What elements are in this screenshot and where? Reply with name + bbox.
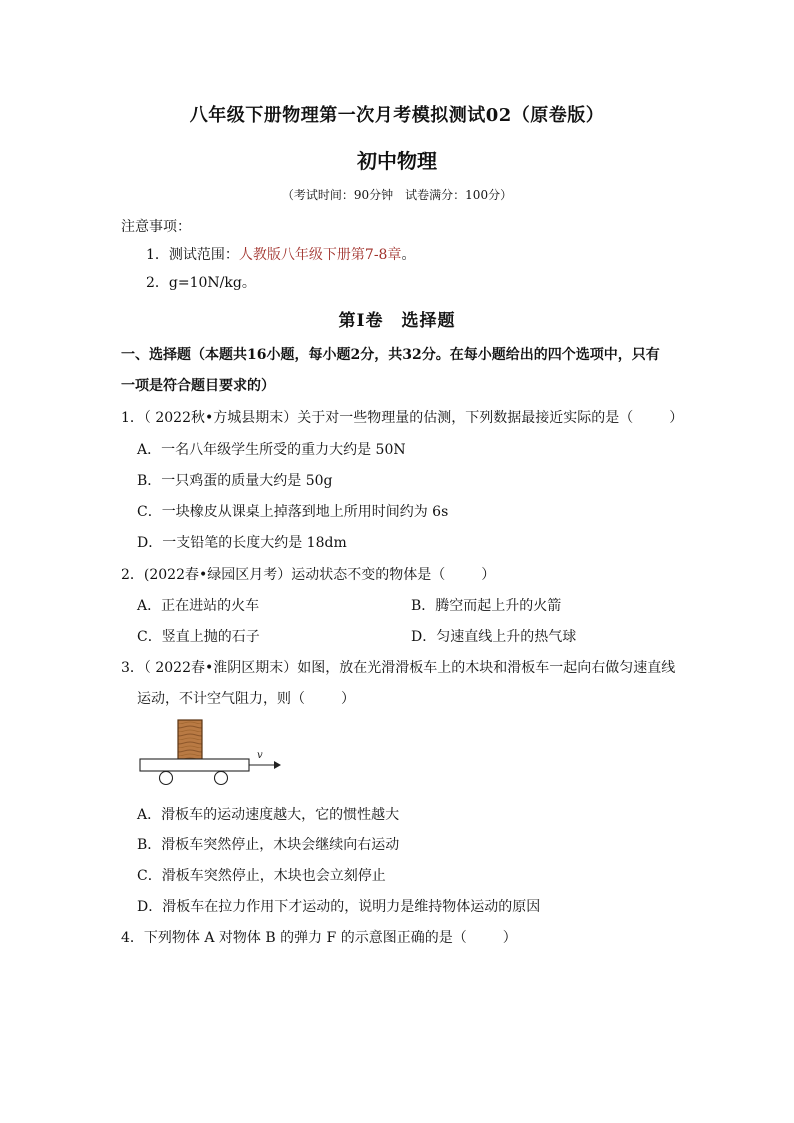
question-3-option-b: B．滑板车突然停止，木块会继续向右运动 [137, 837, 400, 853]
question-4-stem [121, 929, 517, 947]
question-2-stem-text: 2．(2022春•绿园区月考）运动状态不变的物体是（ [121, 567, 446, 583]
skateboard-wheel-left [160, 772, 173, 785]
skateboard-deck [140, 759, 249, 771]
skateboard-figure [136, 716, 286, 788]
question-1-option-a: A．一名八年级学生所受的重力大约是 50N [137, 442, 406, 458]
question-3-option-c: C．滑板车突然停止，木块也会立刻停止 [137, 868, 386, 884]
notes-item-1 [146, 246, 415, 264]
notes-item-2: 2．g=10N/kg。 [146, 275, 256, 291]
notes-item-1-suffix: 。 [401, 247, 416, 263]
velocity-arrowhead [274, 761, 281, 769]
question-3-option-d: D．滑板车在拉力作用下才运动的，说明力是维持物体运动的原因 [137, 899, 541, 915]
notes-heading: 注意事项： [121, 219, 191, 235]
question-2-option-d: D．匀速直线上升的热气球 [411, 629, 577, 645]
velocity-label: v [257, 750, 263, 761]
question-1-option-d: D．一支铅笔的长度大约是 18dm [137, 535, 347, 551]
question-1-option-b: B．一只鸡蛋的质量大约是 50g [137, 473, 333, 489]
question-3-stem2-text: 运动，不计空气阻力，则（ [137, 691, 305, 707]
question-3-stem-line2 [137, 690, 355, 708]
section-title: 第Ⅰ卷 选择题 [338, 311, 456, 331]
wooden-block [178, 720, 202, 759]
part-one-instructions-line1: 一、选择题（本题共16小题，每小题2分，共32分。在每小题给出的四个选项中，只有 [121, 347, 660, 363]
question-2-option-b: B．腾空而起上升的火箭 [411, 598, 562, 614]
question-2-stem [121, 566, 495, 584]
question-3-option-a: A．滑板车的运动速度越大，它的惯性越大 [137, 807, 400, 823]
question-3-stem: 3．（ 2022春•淮阴区期末）如图，放在光滑滑板车上的木块和滑板车一起向右做匀速直线 [121, 660, 676, 676]
exam-info: （考试时间：90分钟 试卷满分：100分） [281, 188, 513, 202]
document-subtitle: 初中物理 [357, 149, 437, 173]
question-1-close: ） [669, 410, 684, 426]
part-one-instructions-line2: 一项是符合题目要求的） [121, 378, 275, 394]
question-4-close: ） [502, 930, 517, 946]
question-3-close: ） [341, 691, 355, 707]
question-1-stem-text: 1．（ 2022秋•方城县期末）关于对一些物理量的估测，下列数据最接近实际的是（ [121, 410, 634, 426]
question-1-option-c: C．一块橡皮从课桌上掉落到地上所用时间约为 6s [137, 504, 449, 520]
notes-item-1-prefix: 1．测试范围： [146, 247, 239, 263]
skateboard-wheel-right [215, 772, 228, 785]
question-2-option-c: C．竖直上抛的石子 [137, 629, 260, 645]
question-2-option-a: A．正在进站的火车 [137, 598, 260, 614]
question-1-stem [121, 409, 683, 427]
document-title: 八年级下册物理第一次月考模拟测试02（原卷版） [189, 105, 605, 126]
question-4-stem-text: 4．下列物体 A 对物体 B 的弹力 F 的示意图正确的是（ [121, 930, 467, 946]
question-2-close: ） [481, 567, 496, 583]
notes-item-1-highlight: 人教版八年级下册第7-8章 [238, 247, 402, 263]
